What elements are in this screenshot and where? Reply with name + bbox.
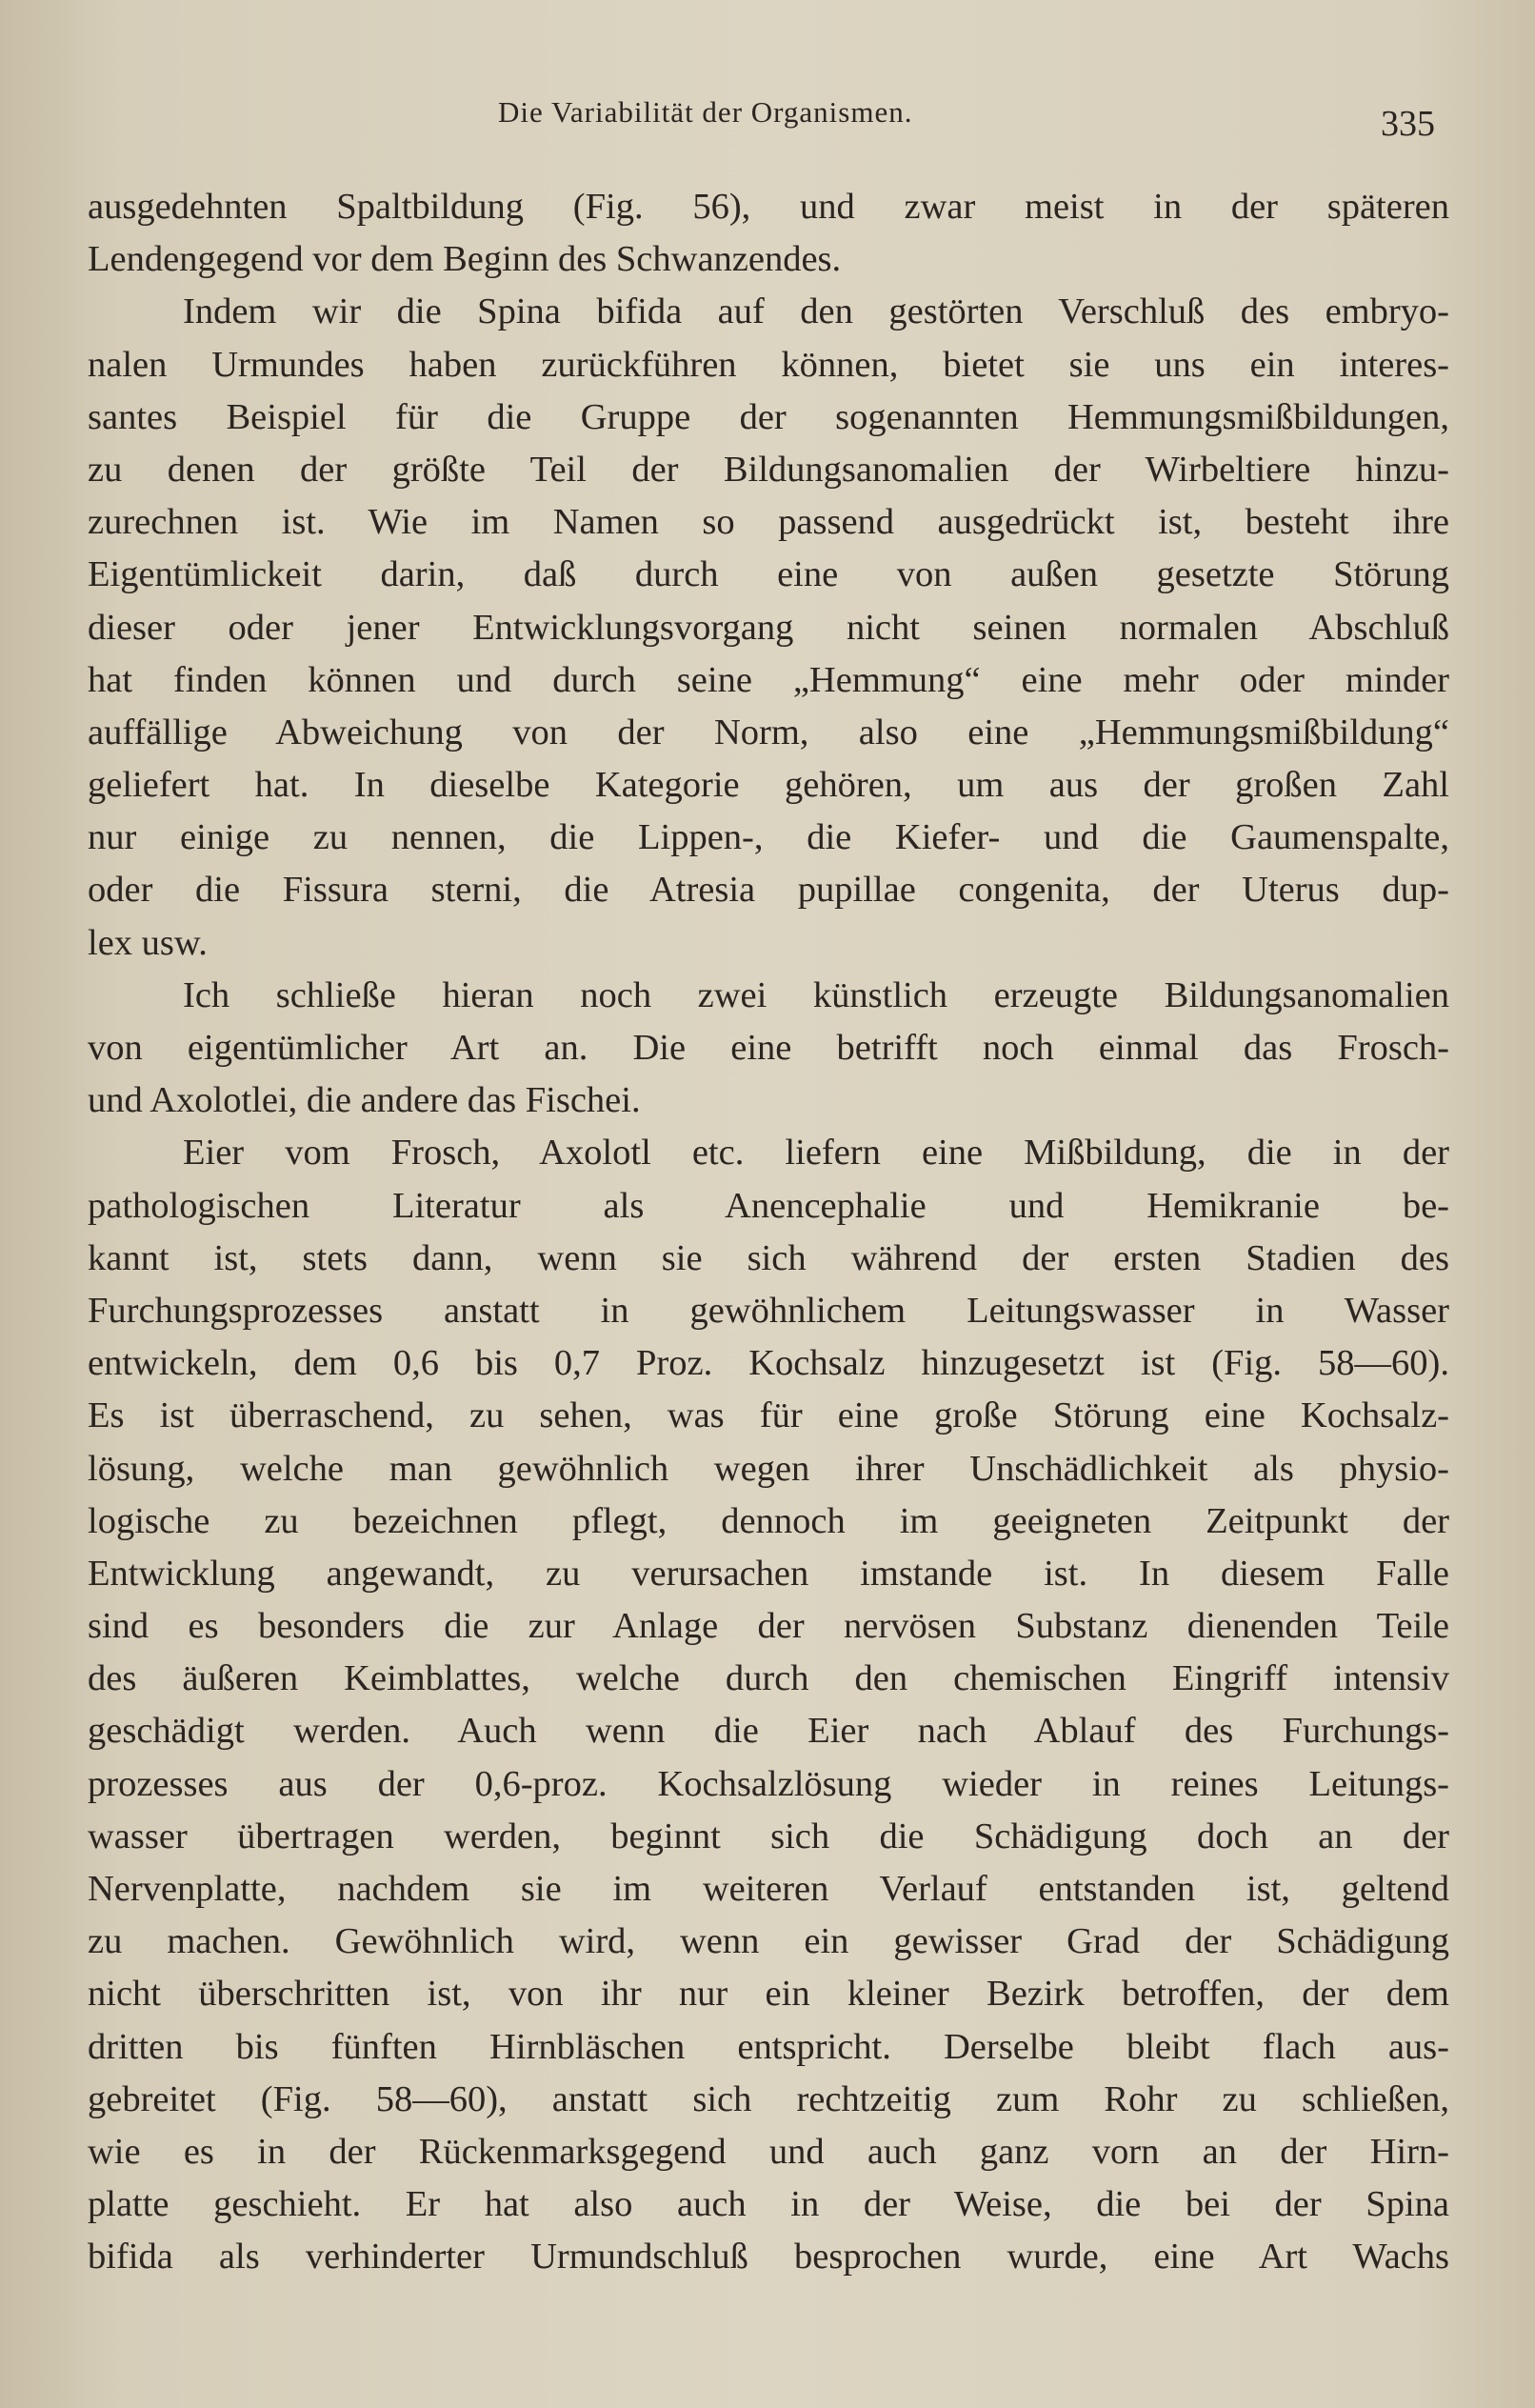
text-line: oder die Fissura sterni, die Atresia pupillae congenita, der Uterus dup-	[88, 870, 1449, 911]
text-line: zu machen. Gewöhnlich wird, wenn ein gewisser Grad der Schädigung	[88, 1921, 1449, 1962]
text-line: bifida als verhinderter Urmundschluß besprochen wurde, eine Art Wachs	[88, 2237, 1449, 2278]
text-line: Nervenplatte, nachdem sie im weiteren Verlauf entstanden ist, geltend	[88, 1869, 1449, 1909]
text-line: und Axolotlei, die andere das Fischei.	[88, 1080, 641, 1121]
text-line: platte geschieht. Er hat also auch in der Weise, die bei der Spina	[88, 2184, 1449, 2225]
text-line: entwickeln, dem 0,6 bis 0,7 Proz. Kochsalz hinzugesetzt ist (Fig. 58—60).	[88, 1343, 1449, 1384]
text-line: geliefert hat. In dieselbe Kategorie gehören, um aus der großen Zahl	[88, 765, 1449, 806]
text-line: wasser übertragen werden, beginnt sich die Schädigung doch an der	[88, 1816, 1449, 1856]
text-line: Lendengegend vor dem Beginn des Schwanzendes.	[88, 239, 842, 280]
body-text	[88, 181, 1449, 2284]
text-line: zurechnen ist. Wie im Namen so passend ausgedrückt ist, besteht ihre	[88, 502, 1449, 543]
text-line: gebreitet (Fig. 58—60), anstatt sich rechtzeitig zum Rohr zu schließen,	[88, 2078, 1449, 2119]
page-number: 335	[1381, 104, 1435, 144]
text-line: Eier vom Frosch, Axolotl etc. liefern eine Mißbildung, die in der	[183, 1133, 1449, 1174]
text-line: dieser oder jener Entwicklungsvorgang nicht seinen normalen Abschluß	[88, 607, 1449, 648]
running-title: Die Variabilität der Organismen.	[498, 95, 913, 129]
text-line: dritten bis fünften Hirnbläschen entspricht. Derselbe bleibt flach aus-	[88, 2026, 1449, 2067]
text-line: geschädigt werden. Auch wenn die Eier nach Ablauf des Furchungs-	[88, 1711, 1449, 1752]
text-line: prozesses aus der 0,6-proz. Kochsalzlösung wieder in reines Leitungs-	[88, 1763, 1449, 1804]
text-line: hat finden können und durch seine „Hemmung“ eine mehr oder minder	[88, 659, 1449, 700]
text-line: auffällige Abweichung von der Norm, also eine „Hemmungsmißbildung“	[88, 712, 1449, 752]
text-line: von eigentümlicher Art an. Die eine betrifft noch einmal das Frosch-	[88, 1028, 1449, 1068]
text-line: zu denen der größte Teil der Bildungsanomalien der Wirbeltiere hinzu-	[88, 449, 1449, 490]
text-line: nur einige zu nennen, die Lippen-, die Kiefer- und die Gaumenspalte,	[88, 817, 1449, 858]
text-line: nicht überschritten ist, von ihr nur ein kleiner Bezirk betroffen, der dem	[88, 1974, 1449, 2015]
text-line: logische zu bezeichnen pflegt, dennoch im geeigneten Zeitpunkt der	[88, 1500, 1449, 1541]
text-line: des äußeren Keimblattes, welche durch den chemischen Eingriff intensiv	[88, 1658, 1449, 1699]
text-line: Entwicklung angewandt, zu verursachen imstande ist. In diesem Falle	[88, 1553, 1449, 1594]
text-line: sind es besonders die zur Anlage der nervösen Substanz dienenden Teile	[88, 1606, 1449, 1647]
text-line: Eigentümlickeit darin, daß durch eine von außen gesetzte Störung	[88, 554, 1449, 595]
text-line: Es ist überraschend, zu sehen, was für eine große Störung eine Kochsalz-	[88, 1395, 1449, 1436]
text-line: ausgedehnten Spaltbildung (Fig. 56), und zwar meist in der späteren	[88, 187, 1449, 227]
text-line: lex usw.	[88, 922, 208, 963]
text-line: Indem wir die Spina bifida auf den gestörten Verschluß des embryo-	[183, 291, 1449, 332]
text-line: Ich schließe hieran noch zwei künstlich erzeugte Bildungsanomalien	[183, 974, 1449, 1015]
text-line: Furchungsprozesses anstatt in gewöhnlichem Leitungswasser in Wasser	[88, 1290, 1449, 1331]
text-line: santes Beispiel für die Gruppe der sogenannten Hemmungsmißbildungen,	[88, 396, 1449, 437]
text-line: kannt ist, stets dann, wenn sie sich während der ersten Stadien des	[88, 1237, 1449, 1278]
text-line: lösung, welche man gewöhnlich wegen ihrer Unschädlichkeit als physio-	[88, 1448, 1449, 1489]
text-line: pathologischen Literatur als Anencephalie und Hemikranie be-	[88, 1185, 1449, 1226]
text-line: wie es in der Rückenmarksgegend und auch ganz vorn an der Hirn-	[88, 2131, 1449, 2172]
text-line: nalen Urmundes haben zurückführen können, bietet sie uns ein interes-	[88, 344, 1449, 385]
